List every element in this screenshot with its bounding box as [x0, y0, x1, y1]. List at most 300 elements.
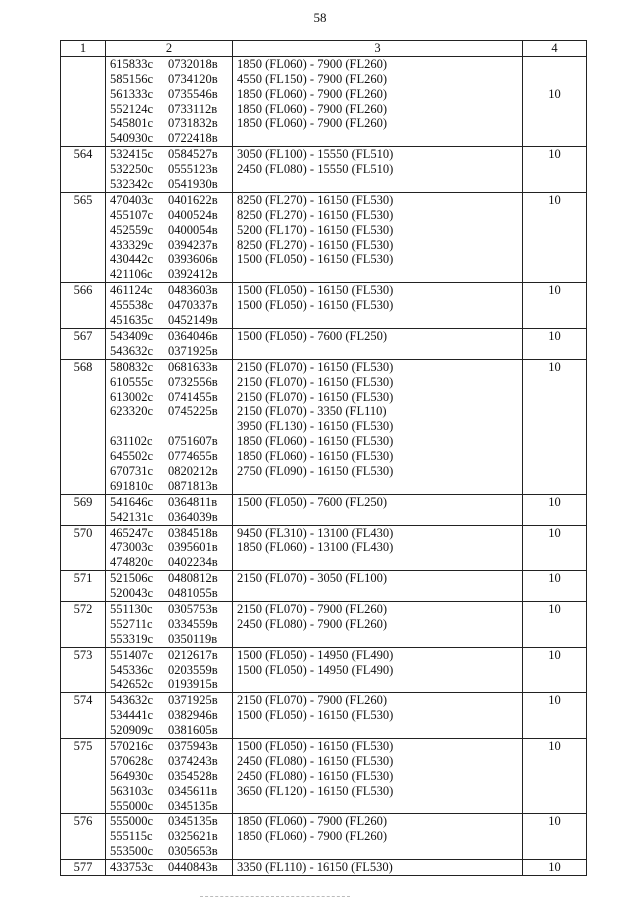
row-number: 568 [61, 359, 106, 494]
coordinate-line [110, 555, 228, 570]
latitude-value: 455538с [110, 298, 154, 313]
flight-level-range: 1500 (FL050) - 14950 (FL490) [237, 647, 394, 662]
latitude-value: 564930с [110, 768, 154, 783]
row-number: 577 [61, 860, 106, 876]
longitude-value: 0345135в [168, 798, 218, 813]
coordinate-line [110, 72, 228, 87]
table-row [61, 359, 587, 494]
column-4-value: 10 [548, 283, 561, 298]
longitude-value: 0212617в [168, 647, 218, 662]
coordinate-line [110, 102, 228, 117]
longitude-value: 0731832в [168, 116, 218, 131]
coordinate-line [110, 540, 228, 555]
flight-level-range: 3650 (FL120) - 16150 (FL530) [237, 783, 394, 798]
column-4-cell [523, 359, 587, 494]
latitude-value: 421106с [110, 267, 153, 282]
longitude-value: 0395601в [168, 540, 218, 555]
column-4-value: 10 [548, 525, 561, 540]
table-row [61, 571, 587, 602]
flight-levels-cell [233, 56, 523, 146]
footer-rule [200, 896, 350, 897]
coordinate-line [110, 769, 228, 784]
column-4-value: 10 [548, 814, 561, 829]
coordinate-line [110, 404, 228, 419]
column-4-value: 10 [548, 647, 561, 662]
coordinate-line [110, 526, 228, 541]
row-number: 572 [61, 601, 106, 647]
longitude-value: 0452149в [168, 313, 218, 328]
longitude-value: 0193915в [168, 677, 218, 692]
column-header-1: 1 [61, 41, 106, 57]
flight-level-range: 1850 (FL060) - 7900 (FL260) [237, 116, 387, 131]
flight-levels-cell [233, 860, 523, 876]
longitude-value: 0741455в [168, 389, 218, 404]
flight-level-range: 1850 (FL060) - 16150 (FL530) [237, 434, 394, 449]
flight-level-range: 1850 (FL060) - 7900 (FL260) [237, 814, 387, 829]
longitude-value: 0440843в [168, 860, 218, 875]
latitude-value: 541646с [110, 494, 154, 509]
coordinate-line [110, 648, 228, 663]
latitude-value: 540930с [110, 131, 154, 146]
latitude-value: 455107с [110, 207, 154, 222]
latitude-value: 570216с [110, 738, 154, 753]
longitude-value: 0722418в [168, 131, 218, 146]
coordinate-line [110, 116, 228, 131]
latitude-value: 461124с [110, 283, 153, 298]
flight-level-range: 1500 (FL050) - 16150 (FL530) [237, 708, 394, 723]
table-row [61, 814, 587, 860]
column-4-value: 10 [548, 571, 561, 586]
column-4-value: 10 [548, 86, 561, 101]
latitude-value: 552124с [110, 101, 154, 116]
row-number: 571 [61, 571, 106, 602]
flight-level-range: 3950 (FL130) - 16150 (FL530) [237, 419, 394, 434]
coordinate-line [110, 238, 228, 253]
longitude-value: 0480812в [168, 571, 218, 586]
flight-levels-cell [233, 359, 523, 494]
column-4-cell [523, 192, 587, 282]
flight-level-range: 1500 (FL050) - 16150 (FL530) [237, 252, 394, 267]
longitude-value: 0371925в [168, 693, 218, 708]
column-4-value: 10 [548, 860, 561, 875]
column-4-value: 10 [548, 359, 561, 374]
column-header-4: 4 [523, 41, 587, 57]
coordinate-line [110, 663, 228, 678]
coordinates-cell [106, 56, 233, 146]
latitude-value: 551130с [110, 601, 153, 616]
longitude-value: 0203559в [168, 662, 218, 677]
longitude-value: 0384518в [168, 525, 218, 540]
coordinate-line [110, 784, 228, 799]
longitude-value: 0393606в [168, 252, 218, 267]
flight-level-range: 8250 (FL270) - 16150 (FL530) [237, 237, 394, 252]
flight-levels-cell [233, 647, 523, 693]
flight-levels-cell [233, 738, 523, 813]
coordinate-line [110, 434, 228, 449]
coordinate-line [110, 617, 228, 632]
latitude-value: 631102с [110, 434, 153, 449]
row-number: 567 [61, 328, 106, 359]
longitude-value: 0735546в [168, 86, 218, 101]
flight-level-range: 1500 (FL050) - 14950 (FL490) [237, 662, 394, 677]
latitude-value: 532250с [110, 162, 154, 177]
coordinates-cell [106, 571, 233, 602]
coordinates-cell [106, 525, 233, 571]
latitude-value: 465247с [110, 525, 154, 540]
coordinate-line [110, 177, 228, 192]
flight-level-range: 2150 (FL070) - 3050 (FL100) [237, 571, 387, 586]
longitude-value: 0732018в [168, 56, 218, 71]
flight-levels-cell [233, 525, 523, 571]
longitude-value: 0751607в [168, 434, 218, 449]
column-4-cell [523, 283, 587, 329]
latitude-value: 563103с [110, 783, 154, 798]
column-4-cell [523, 147, 587, 193]
coordinate-line [110, 131, 228, 146]
latitude-value: 553500с [110, 844, 154, 859]
table-row [61, 525, 587, 571]
latitude-value: 542131с [110, 509, 154, 524]
coordinate-line [110, 632, 228, 647]
latitude-value: 615833с [110, 56, 154, 71]
column-4-value: 10 [548, 738, 561, 753]
longitude-value: 0350119в [168, 631, 218, 646]
longitude-value: 0681633в [168, 359, 218, 374]
column-4-cell [523, 860, 587, 876]
column-4-cell [523, 494, 587, 525]
flight-level-range: 8250 (FL270) - 16150 (FL530) [237, 207, 394, 222]
table-row [61, 283, 587, 329]
longitude-value: 0374243в [168, 753, 218, 768]
column-4-cell [523, 525, 587, 571]
table-row [61, 693, 587, 739]
latitude-value: 555000с [110, 814, 154, 829]
longitude-value: 0392412в [168, 267, 218, 282]
longitude-value: 0820212в [168, 463, 218, 478]
longitude-value: 0371925в [168, 343, 218, 358]
coordinate-line [110, 329, 228, 344]
coordinate-line [110, 344, 228, 359]
column-4-value: 10 [548, 693, 561, 708]
longitude-value: 0382946в [168, 708, 218, 723]
column-4-cell [523, 814, 587, 860]
coordinate-line [110, 510, 228, 525]
flight-levels-cell [233, 814, 523, 860]
flight-level-range: 1850 (FL060) - 16150 (FL530) [237, 449, 394, 464]
latitude-value: 623320с [110, 404, 154, 419]
longitude-value: 0394237в [168, 237, 218, 252]
flight-level-range: 1500 (FL050) - 16150 (FL530) [237, 283, 394, 298]
longitude-value: 0733112в [168, 101, 218, 116]
flight-level-range: 2450 (FL080) - 7900 (FL260) [237, 616, 387, 631]
flight-levels-cell [233, 147, 523, 193]
coordinate-line [110, 360, 228, 375]
latitude-value: 451635с [110, 313, 154, 328]
flight-levels-cell [233, 192, 523, 282]
table-row [61, 192, 587, 282]
coordinate-line [110, 495, 228, 510]
flight-levels-cell [233, 494, 523, 525]
longitude-value: 0364039в [168, 509, 218, 524]
flight-level-range: 3350 (FL110) - 16150 (FL530) [237, 860, 393, 875]
coordinate-line [110, 754, 228, 769]
coordinate-line [110, 390, 228, 405]
flight-levels-cell [233, 328, 523, 359]
column-4-value: 10 [548, 192, 561, 207]
coordinates-cell [106, 494, 233, 525]
latitude-value: 520909с [110, 723, 154, 738]
flight-level-range: 1850 (FL060) - 7900 (FL260) [237, 829, 387, 844]
longitude-value: 0375943в [168, 738, 218, 753]
table-row [61, 56, 587, 146]
longitude-value: 0345135в [168, 814, 218, 829]
longitude-value: 0483603в [168, 283, 218, 298]
flight-level-range: 8250 (FL270) - 16150 (FL530) [237, 192, 394, 207]
row-number: 573 [61, 647, 106, 693]
column-4-value: 10 [548, 601, 561, 616]
longitude-value: 0584527в [168, 147, 218, 162]
latitude-value: 474820с [110, 555, 154, 570]
coordinate-line [110, 147, 228, 162]
spacer [527, 57, 582, 72]
longitude-value: 0354528в [168, 768, 218, 783]
latitude-value: 470403с [110, 192, 154, 207]
row-number: 574 [61, 693, 106, 739]
flight-level-range: 5200 (FL170) - 16150 (FL530) [237, 222, 394, 237]
flight-level-range: 2150 (FL070) - 16150 (FL530) [237, 359, 394, 374]
latitude-value: 670731с [110, 463, 154, 478]
column-header-3: 3 [233, 41, 523, 57]
column-4-value: 10 [548, 328, 561, 343]
coordinate-line [110, 223, 228, 238]
longitude-value: 0334559в [168, 616, 218, 631]
coordinates-cell [106, 147, 233, 193]
coordinate-line [110, 814, 228, 829]
coordinate-line [110, 252, 228, 267]
longitude-value: 0364046в [168, 328, 218, 343]
latitude-value: 430442с [110, 252, 154, 267]
latitude-value: 555000с [110, 798, 154, 813]
column-header-2: 2 [106, 41, 233, 57]
flight-level-range: 3050 (FL100) - 15550 (FL510) [237, 147, 394, 162]
flight-level-range: 1850 (FL060) - 7900 (FL260) [237, 101, 387, 116]
table-row [61, 494, 587, 525]
column-4-cell [523, 693, 587, 739]
column-4-cell [523, 647, 587, 693]
longitude-value: 0732556в [168, 374, 218, 389]
longitude-value: 0364811в [168, 494, 218, 509]
longitude-value: 0774655в [168, 449, 218, 464]
longitude-value: 0400054в [168, 222, 218, 237]
row-number [61, 56, 106, 146]
coordinate-line [110, 479, 228, 494]
column-4-cell [523, 738, 587, 813]
latitude-value: 545801с [110, 116, 154, 131]
coordinates-cell [106, 601, 233, 647]
latitude-value: 552711с [110, 616, 153, 631]
flight-level-range: 2450 (FL080) - 16150 (FL530) [237, 768, 394, 783]
longitude-value: 0402234в [168, 555, 218, 570]
latitude-value: 580832с [110, 359, 154, 374]
flight-level-range: 1500 (FL050) - 7600 (FL250) [237, 328, 387, 343]
longitude-value: 0871813в [168, 478, 218, 493]
coordinate-line [110, 57, 228, 72]
flight-level-range: 1850 (FL060) - 7900 (FL260) [237, 56, 387, 71]
latitude-value: 543409с [110, 328, 154, 343]
flight-level-range: 1500 (FL050) - 16150 (FL530) [237, 738, 394, 753]
flight-level-range: 4550 (FL150) - 7900 (FL260) [237, 71, 387, 86]
flight-level-range: 1500 (FL050) - 16150 (FL530) [237, 298, 394, 313]
coordinate-line [110, 449, 228, 464]
column-4-cell [523, 571, 587, 602]
coordinate-line [110, 87, 228, 102]
flight-level-range: 1850 (FL060) - 7900 (FL260) [237, 86, 387, 101]
flight-level-range: 2150 (FL070) - 7900 (FL260) [237, 601, 387, 616]
latitude-value: 452559с [110, 222, 154, 237]
latitude-value: 543632с [110, 343, 154, 358]
latitude-value: 532415с [110, 147, 154, 162]
coordinate-line [110, 799, 228, 814]
coordinate-line [110, 602, 228, 617]
flight-level-range: 9450 (FL310) - 13100 (FL430) [237, 525, 394, 540]
table-row [61, 147, 587, 193]
longitude-value: 0400524в [168, 207, 218, 222]
coordinates-cell [106, 192, 233, 282]
latitude-value: 561333с [110, 86, 154, 101]
flight-levels-cell [233, 693, 523, 739]
longitude-value: 0470337в [168, 298, 218, 313]
flight-levels-cell [233, 571, 523, 602]
longitude-value: 0401622в [168, 192, 218, 207]
longitude-value: 0481055в [168, 586, 218, 601]
coordinates-cell [106, 359, 233, 494]
column-4-value: 10 [548, 147, 561, 162]
latitude-value: 551407с [110, 647, 154, 662]
flight-levels-cell [233, 283, 523, 329]
flight-level-range: 2150 (FL070) - 16150 (FL530) [237, 374, 394, 389]
coordinate-line [110, 708, 228, 723]
coordinates-cell [106, 647, 233, 693]
coordinate-line [110, 313, 228, 328]
table-row [61, 328, 587, 359]
coordinate-line [110, 298, 228, 313]
latitude-value: 532342с [110, 177, 154, 192]
coordinate-line [110, 375, 228, 390]
row-number: 566 [61, 283, 106, 329]
coordinate-line [110, 208, 228, 223]
latitude-value: 645502с [110, 449, 154, 464]
coordinate-line [110, 419, 228, 434]
longitude-value: 0345611в [168, 783, 218, 798]
flight-level-range: 1500 (FL050) - 7600 (FL250) [237, 494, 387, 509]
flight-level-range: 2150 (FL070) - 3350 (FL110) [237, 404, 387, 419]
latitude-value: 543632с [110, 693, 154, 708]
row-number: 569 [61, 494, 106, 525]
latitude-value: 555115с [110, 829, 153, 844]
spacer [527, 72, 582, 87]
row-number: 570 [61, 525, 106, 571]
row-number: 576 [61, 814, 106, 860]
latitude-value: 534441с [110, 708, 154, 723]
table-body [61, 56, 587, 875]
longitude-value: 0734120в [168, 71, 218, 86]
latitude-value: 613002с [110, 389, 154, 404]
latitude-value: 610555с [110, 374, 154, 389]
table-row [61, 738, 587, 813]
table-row [61, 601, 587, 647]
coordinate-line [110, 586, 228, 601]
coordinate-line [110, 723, 228, 738]
table-row [61, 860, 587, 876]
coordinate-line [110, 860, 228, 875]
table-row [61, 647, 587, 693]
coordinates-cell [106, 283, 233, 329]
coordinate-line [110, 693, 228, 708]
coordinate-line [110, 571, 228, 586]
coordinates-cell [106, 860, 233, 876]
table-header-row [61, 41, 587, 57]
coordinates-cell [106, 693, 233, 739]
longitude-value: 0305653в [168, 844, 218, 859]
longitude-value: 0745225в [168, 404, 218, 419]
coordinate-line [110, 739, 228, 754]
latitude-value: 542652с [110, 677, 154, 692]
column-4-cell [523, 328, 587, 359]
coordinates-cell [106, 814, 233, 860]
latitude-value: 433753с [110, 860, 154, 875]
airspace-table [60, 40, 587, 876]
flight-level-range: 2450 (FL080) - 15550 (FL510) [237, 162, 394, 177]
latitude-value: 433329с [110, 237, 154, 252]
flight-level-range: 1850 (FL060) - 13100 (FL430) [237, 540, 394, 555]
flight-level-range: 2450 (FL080) - 16150 (FL530) [237, 753, 394, 768]
longitude-value: 0325621в [168, 829, 218, 844]
flight-level-range: 2150 (FL070) - 16150 (FL530) [237, 389, 394, 404]
coordinate-line [110, 193, 228, 208]
flight-level-range: 2750 (FL090) - 16150 (FL530) [237, 463, 394, 478]
latitude-value: 691810с [110, 478, 154, 493]
coordinate-line [110, 162, 228, 177]
coordinates-cell [106, 738, 233, 813]
column-4-cell [523, 601, 587, 647]
latitude-value: 521506с [110, 571, 154, 586]
longitude-value: 0381605в [168, 723, 218, 738]
page-number: 58 [313, 10, 327, 25]
latitude-value: 520043с [110, 586, 154, 601]
flight-levels-cell [233, 601, 523, 647]
coordinate-line [110, 283, 228, 298]
latitude-value: 545336с [110, 662, 154, 677]
longitude-value: 0541930в [168, 177, 218, 192]
column-4-value: 10 [548, 494, 561, 509]
coordinate-line [110, 464, 228, 479]
longitude-value: 0555123в [168, 162, 218, 177]
coordinates-cell [106, 328, 233, 359]
coordinate-line [110, 829, 228, 844]
coordinate-line [110, 844, 228, 859]
coordinate-line [110, 677, 228, 692]
row-number: 564 [61, 147, 106, 193]
flight-level-range: 2150 (FL070) - 7900 (FL260) [237, 693, 387, 708]
row-number: 565 [61, 192, 106, 282]
longitude-value: 0305753в [168, 601, 218, 616]
latitude-value: 473003с [110, 540, 154, 555]
latitude-value: 585156с [110, 71, 154, 86]
latitude-value: 570628с [110, 753, 154, 768]
row-number: 575 [61, 738, 106, 813]
coordinate-line [110, 267, 228, 282]
column-4-cell [523, 56, 587, 146]
